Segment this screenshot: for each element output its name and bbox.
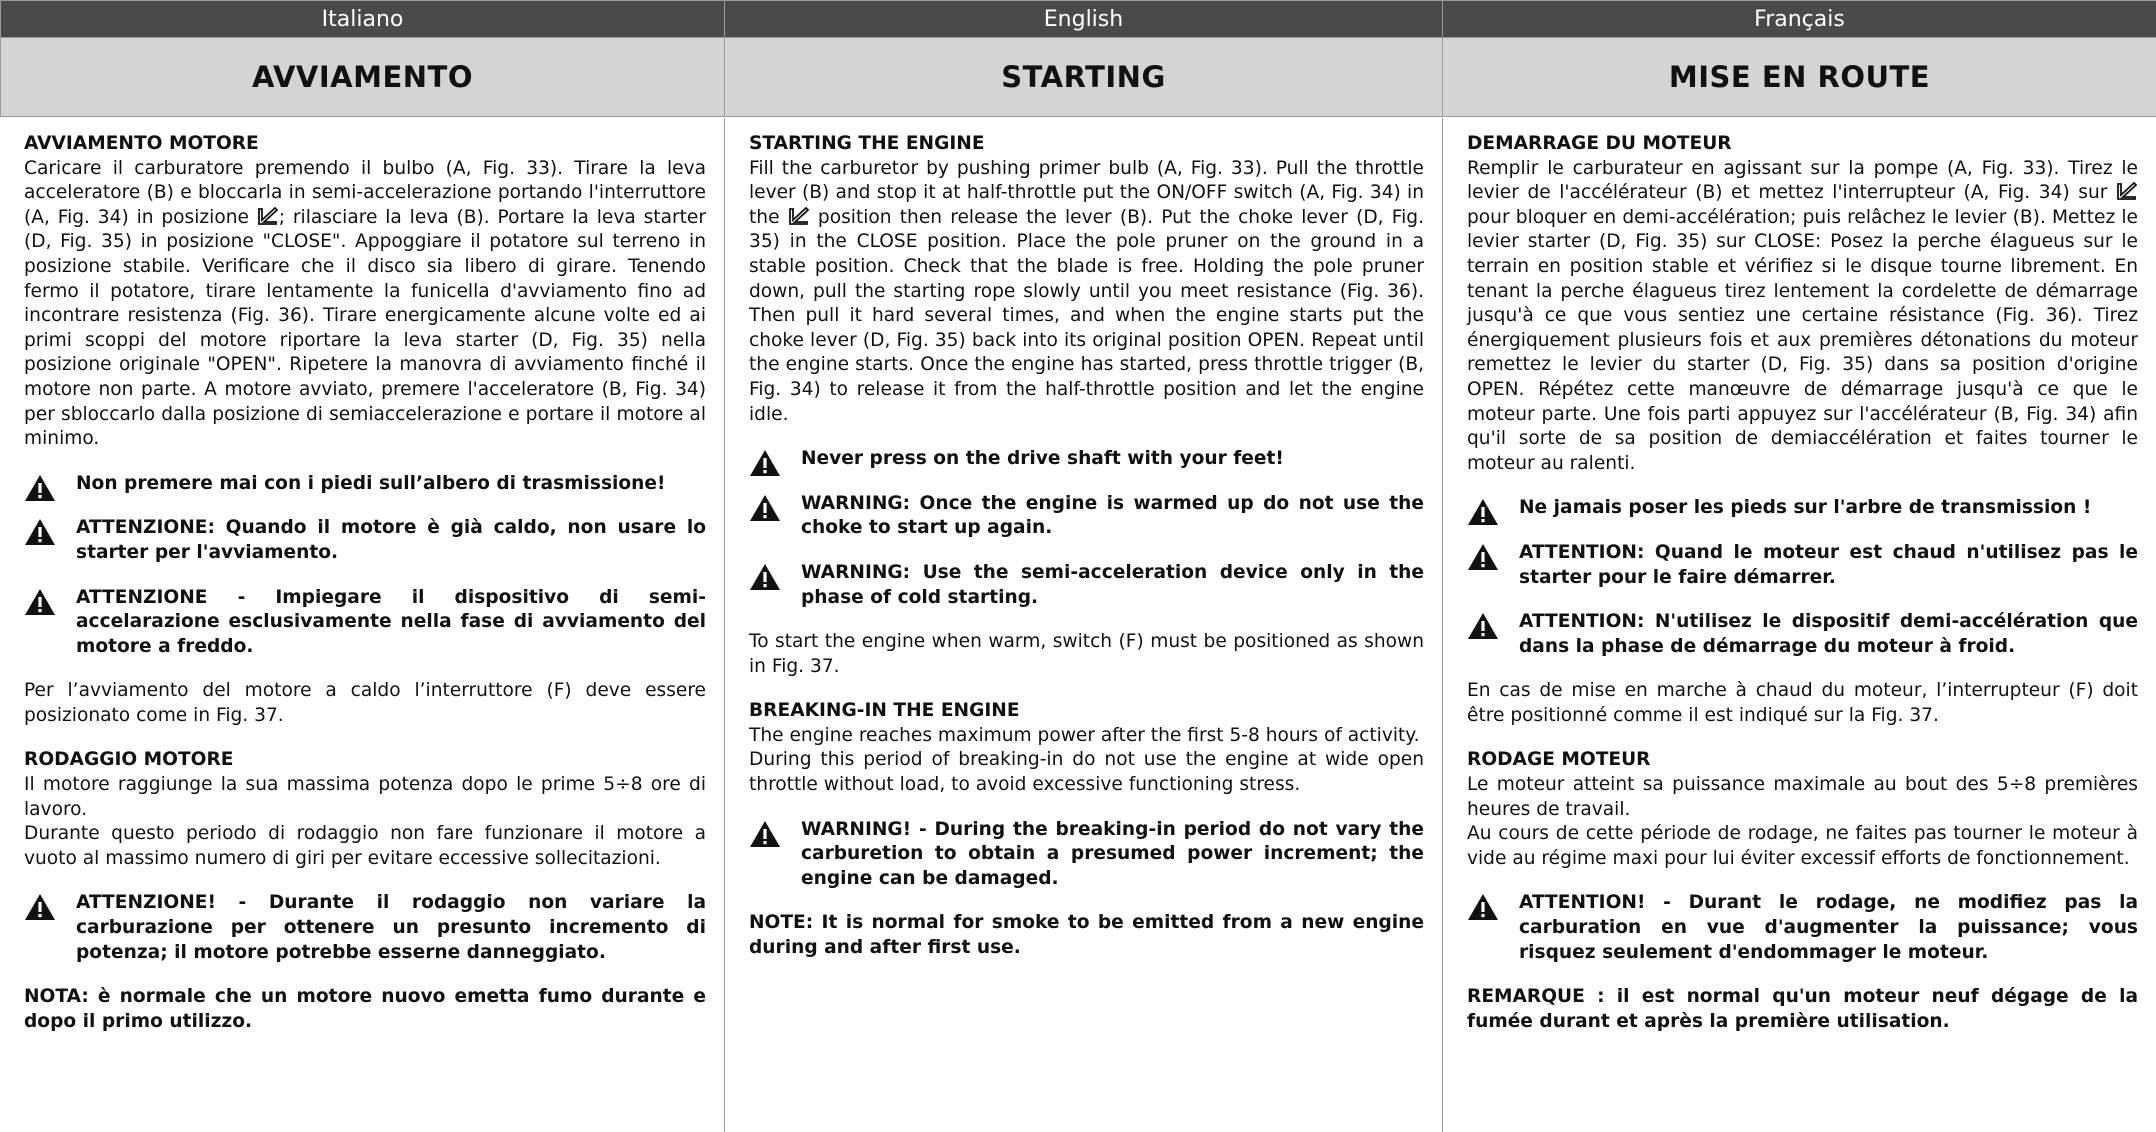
warning-triangle-icon [1467, 543, 1499, 571]
warning-warm-choke [749, 492, 1424, 541]
warning-text: Never press on the drive shaft with your feet! [801, 448, 1284, 470]
warning-triangle-icon [24, 893, 56, 921]
warning-triangle-icon [749, 820, 781, 848]
warning-semi-acceleration [749, 561, 1424, 610]
warning-carburetion [749, 818, 1424, 892]
warning-semi-acceleration [24, 586, 706, 660]
warning-text: ATTENZIONE! - Durante il rodaggio non variare la carburazione per ottenere un presunto incremento di potenza; il motore potrebbe esserne danneggiato. [76, 892, 706, 963]
start-text: Remplir le carburateur en agissant sur la pompe (A, Fig. 33). Tirez le levier de l'accélérateur (B) et mettez l'interrupteur (A, Fig. 34) sur pour bloquer en demi-accélération; puis relâchez le levier (B). Mettez le levier starter (D, Fig. 35) sur CLOSE: Posez la perche élagueus sur le terrain en position stable et vérifiez si le disque tourne librement. En tenant la perche élagueus tirez lentement la cordelette de démarrage jusqu'à ce que vous sentiez une certaine résistance (Fig. 36). Tirez énergiquement plusieurs fois et aux premières détonations du moteur remettez le levier du starter (D, Fig. 35) dans sa position d'origine OPEN. Répétez cette manœuvre de démarrage jusqu'à ce que le moteur parte. Une fois parti appuyez sur l'accélérateur (B, Fig. 34) afin qu'il sorte de sa position de demiaccélération et faites tourner le moteur au ralenti. [1467, 157, 2138, 474]
warm-start-text: En cas de mise en marche à chaud du moteur, l’interrupteur (F) doit être positionné comme il est indiqué sur la Fig. 37. [1467, 680, 2138, 726]
warning-text: WARNING: Use the semi-acceleration device only in the phase of cold starting. [801, 561, 1424, 608]
start-text: Fill the carburetor by pushing primer bulb (A, Fig. 33). Pull the throttle lever (B) and stop it at half-throttle put the ON/OFF switch (A, Fig. 34) in the position then release the lever (B). Put the choke lever (D, Fig. 35) in the CLOSE position. Place the pole pruner on the ground in a stable position. Check that the blade is free. Holding the pole pruner down, pull the starting rope slowly until you meet resistance (Fig. 36). Then pull it hard several times, and when the engine starts put the choke lever (D, Fig. 35) back into its original position OPEN. Repeat until the engine starts. Once the engine has started, press throttle trigger (B, Fig. 34) to release it from the half-throttle position and let the engine idle. [749, 157, 1424, 425]
breakin-heading: RODAGGIO MOTORE [24, 749, 234, 771]
warning-text: WARNING! - During the breaking-in period do not vary the carburetion to obtain a presumed power increment; the engine can be damaged. [801, 818, 1424, 889]
language-label-italiano: Italiano [1, 1, 725, 38]
warning-text: ATTENZIONE - Impiegare il dispositivo di semi-accelarazione esclusivamente nella fase di avviamento del motore a freddo. [76, 586, 706, 657]
breakin-text-2: Au cours de cette période de rodage, ne faites pas tourner le moteur à vide au régime maxi pour lui éviter excessif efforts de fonctionnement. [1467, 823, 2138, 869]
warning-text: Ne jamais poser les pieds sur l'arbre de transmission ! [1519, 497, 2092, 519]
breakin-text-1: Le moteur atteint sa puissance maximale au bout des 5÷8 premières heures de travail. [1467, 774, 2138, 820]
column-italiano [0, 118, 724, 1132]
warning-drive-shaft [1467, 496, 2138, 521]
warning-drive-shaft [749, 447, 1424, 472]
warning-triangle-icon [1467, 612, 1499, 640]
warning-warm-choke [1467, 541, 2138, 590]
note-smoke: REMARQUE : il est normal qu'un moteur neuf dégage de la fumée durant et après la première utilisation. [1467, 986, 2138, 1032]
warning-triangle-icon [24, 588, 56, 616]
start-text: Caricare il carburatore premendo il bulbo (A, Fig. 33). Tirare la leva acceleratore (B) e bloccarla in semi-accelerazione portando l'interruttore (A, Fig. 34) in posizione ; rilasciare la leva (B). Portare la leva starter (D, Fig. 35) in posizione "CLOSE". Appoggiare il potatore sul terreno in posizione stabile. Verificare che il disco sia libero di girare. Tenendo fermo il potatore, tirare lentamente la funicella d'avviamento fino ad incontrare resistenza (Fig. 36). Tirare energicamente alcune volte ed ai primi scoppi del motore riportare la leva starter (D, Fig. 35) nella posizione originale "OPEN". Ripetere la manovra di avviamento finché il motore non parte. A motore avviato, premere l'acceleratore (B, Fig. 34) per sbloccarlo dalla posizione di semiaccelerazione e portare il motore al minimo. [24, 157, 706, 450]
half-throttle-symbol-icon [788, 206, 810, 226]
section-title-bar [1, 38, 2156, 117]
header-table [0, 0, 2156, 117]
warning-carburetion [24, 891, 706, 965]
warning-triangle-icon [1467, 498, 1499, 526]
warning-triangle-icon [749, 494, 781, 522]
warning-text: ATTENTION: N'utilisez le dispositif demi-accélération que dans la phase de démarrage du moteur à froid. [1519, 611, 2138, 657]
start-heading: STARTING THE ENGINE [749, 133, 985, 154]
start-heading: AVVIAMENTO MOTORE [24, 133, 259, 154]
warning-triangle-icon [24, 474, 56, 502]
column-english [724, 118, 1442, 1132]
breakin-heading: BREAKING-IN THE ENGINE [749, 700, 1020, 722]
warning-triangle-icon [749, 563, 781, 591]
language-bar [1, 1, 2156, 38]
warning-triangle-icon [24, 518, 56, 546]
language-label-english: English [725, 1, 1443, 38]
section-title-english: STARTING [725, 38, 1443, 117]
warning-text: WARNING: Once the engine is warmed up do not use the choke to start up again. [801, 492, 1424, 539]
column-francais [1442, 118, 2156, 1132]
warm-start-text: To start the engine when warm, switch (F) must be positioned as shown in Fig. 37. [749, 631, 1424, 677]
half-throttle-symbol-icon [2116, 181, 2138, 201]
breakin-text-1: The engine reaches maximum power after the first 5-8 hours of activity. [749, 724, 1420, 746]
section-title-francais: MISE EN ROUTE [1443, 38, 2156, 117]
warning-text: ATTENZIONE: Quando il motore è già caldo, non usare lo starter per l'avviamento. [76, 517, 706, 563]
start-heading: DEMARRAGE DU MOTEUR [1467, 133, 1732, 154]
warning-warm-choke [24, 516, 706, 565]
warm-start-text: Per l’avviamento del motore a caldo l’interruttore (F) deve essere posizionato come in Fig. 37. [24, 680, 706, 726]
warning-text: Non premere mai con i piedi sull’albero di trasmissione! [76, 472, 666, 494]
warning-semi-acceleration [1467, 610, 2138, 659]
note-smoke: NOTE: It is normal for smoke to be emitted from a new engine during and after first use. [749, 912, 1424, 959]
breakin-heading: RODAGE MOTEUR [1467, 749, 1651, 771]
warning-text: ATTENTION: Quand le moteur est chaud n'utilisez pas le starter pour le faire démarrer. [1519, 541, 2138, 588]
section-title-italiano: AVVIAMENTO [1, 38, 725, 117]
warning-triangle-icon [1467, 893, 1499, 921]
warning-triangle-icon [749, 449, 781, 477]
breakin-text-1: Il motore raggiunge la sua massima potenza dopo le prime 5÷8 ore di lavoro. [24, 774, 706, 820]
warning-text: ATTENTION! - Durant le rodage, ne modifiez pas la carburation en vue d'augmenter la puissance; vous risquez seulement d'endommager le moteur. [1519, 892, 2138, 963]
language-label-francais: Français [1443, 1, 2156, 38]
half-throttle-symbol-icon [257, 206, 279, 226]
note-smoke: NOTA: è normale che un motore nuovo emetta fumo durante e dopo il primo utilizzo. [24, 986, 706, 1032]
warning-drive-shaft [24, 472, 706, 497]
warning-carburetion [1467, 891, 2138, 965]
breakin-text-2: During this period of breaking-in do not use the engine at wide open throttle without load, to avoid excessive functioning stress. [749, 749, 1424, 796]
breakin-text-2: Durante questo periodo di rodaggio non fare funzionare il motore a vuoto al massimo numero di giri per evitare eccessive sollecitazioni. [24, 823, 706, 869]
content-columns [0, 118, 2156, 1132]
